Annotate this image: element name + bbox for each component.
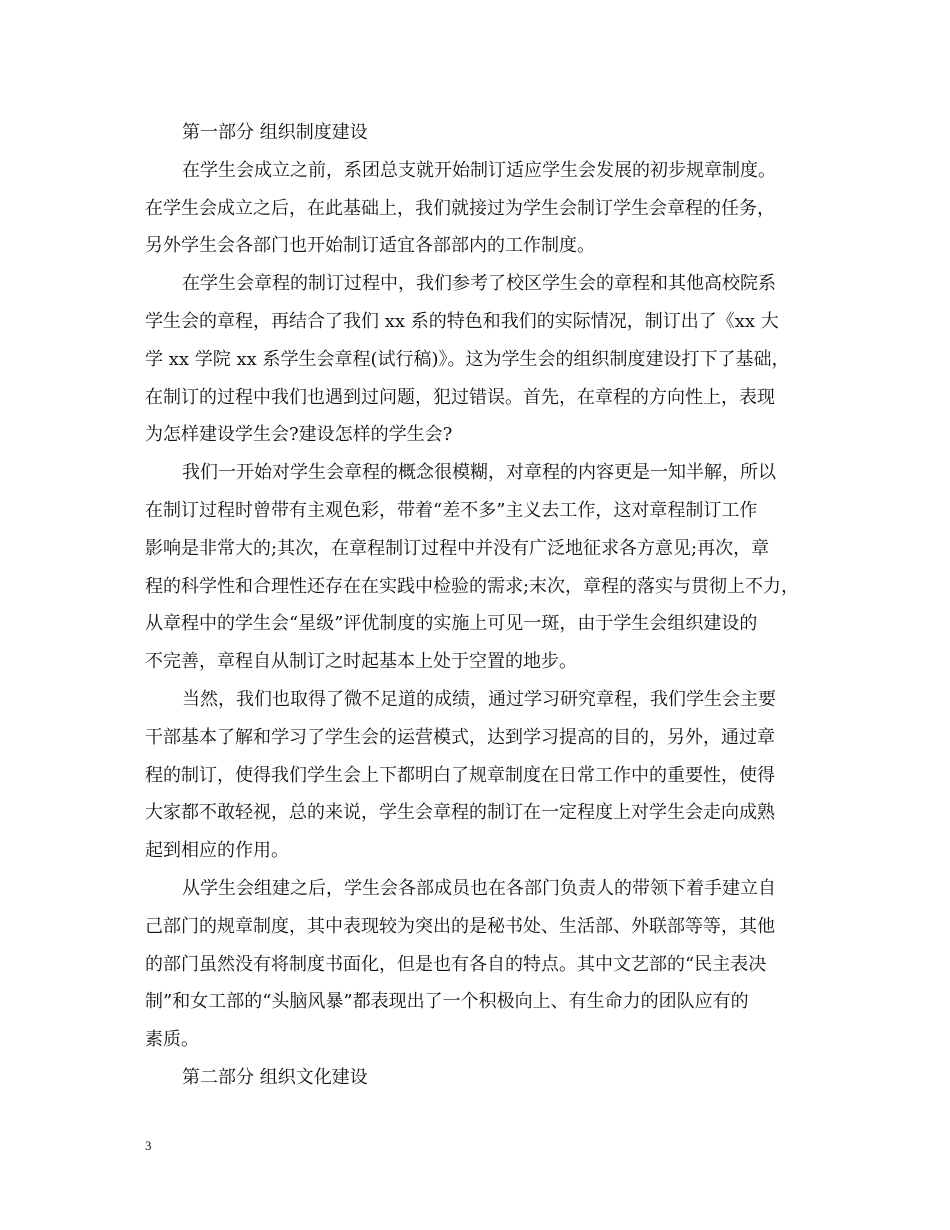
paragraph-line: 大家都不敢轻视，总的来说，学生会章程的制订在一定程度上对学生会走向成熟 <box>145 802 775 824</box>
paragraph-first-line: 在学生会成立之前，系团总支就开始制订适应学生会发展的初步规章制度。 <box>182 159 776 181</box>
paragraph-line: 制”和女工部的“头脑风暴”都表现出了一个积极向上、有生命力的团队应有的 <box>145 991 749 1013</box>
paragraph-first-line: 我们一开始对学生会章程的概念很模糊，对章程的内容更是一知半解，所以 <box>182 462 776 484</box>
paragraph-first-line: 在学生会章程的制订过程中，我们参考了校区学生会的章程和其他高校院系 <box>182 273 776 295</box>
paragraph-first-line: 第二部分 组织文化建设 <box>182 1066 368 1088</box>
paragraph-line: 为怎样建设学生会?建设怎样的学生会? <box>145 424 453 446</box>
paragraph-line: 程的科学性和合理性还存在在实践中检验的需求;末次，章程的落实与贯彻上不力， <box>145 575 800 597</box>
paragraph-first-line: 当然，我们也取得了微不足道的成绩，通过学习研究章程，我们学生会主要 <box>182 688 776 710</box>
document-body <box>145 114 817 1097</box>
paragraph-line: 干部基本了解和学习了学生会的运营模式，达到学习提高的目的，另外，通过章 <box>145 726 775 748</box>
paragraph-line: 素质。 <box>145 1029 199 1051</box>
paragraph-line: 影响是非常大的;其次，在章程制订过程中并没有广泛地征求各方意见;再次，章 <box>145 537 770 559</box>
paragraph-line: 学生会的章程，再结合了我们 xx 系的特色和我们的实际情况，制订出了《xx 大 <box>145 310 779 332</box>
paragraph-first-line: 从学生会组建之后，学生会各部成员也在各部门负责人的带领下着手建立自 <box>182 877 776 899</box>
paragraph-line: 学 xx 学院 xx 系学生会章程(试行稿)》。这为学生会的组织制度建设打下了基础， <box>145 348 790 370</box>
paragraph-line: 程的制订，使得我们学生会上下都明白了规章制度在日常工作中的重要性，使得 <box>145 764 775 786</box>
paragraph-line: 不完善，章程自从制订之时起基本上处于空置的地步。 <box>145 651 577 673</box>
paragraph-line: 在制订过程时曾带有主观色彩，带着“差不多”主义去工作，这对章程制订工作 <box>145 499 758 521</box>
paragraph-line: 的部门虽然没有将制度书面化，但是也有各自的特点。其中文艺部的“民主表决 <box>145 953 767 975</box>
paragraph-line: 在制订的过程中我们也遇到过问题，犯过错误。首先，在章程的方向性上，表现 <box>145 386 775 408</box>
paragraph-line: 在学生会成立之后，在此基础上，我们就接过为学生会制订学生会章程的任务， <box>145 197 775 219</box>
paragraph-line: 起到相应的作用。 <box>145 840 289 862</box>
paragraph-line: 另外学生会各部门也开始制订适宜各部部内的工作制度。 <box>145 235 595 257</box>
paragraph-first-line: 第一部分 组织制度建设 <box>182 122 368 143</box>
page-number: 3 <box>145 1138 152 1153</box>
paragraph-line: 从章程中的学生会“星级”评优制度的实施上可见一斑，由于学生会组织建设的 <box>145 613 758 635</box>
paragraph-line: 己部门的规章制度，其中表现较为突出的是秘书处、生活部、外联部等等，其他 <box>145 915 775 937</box>
